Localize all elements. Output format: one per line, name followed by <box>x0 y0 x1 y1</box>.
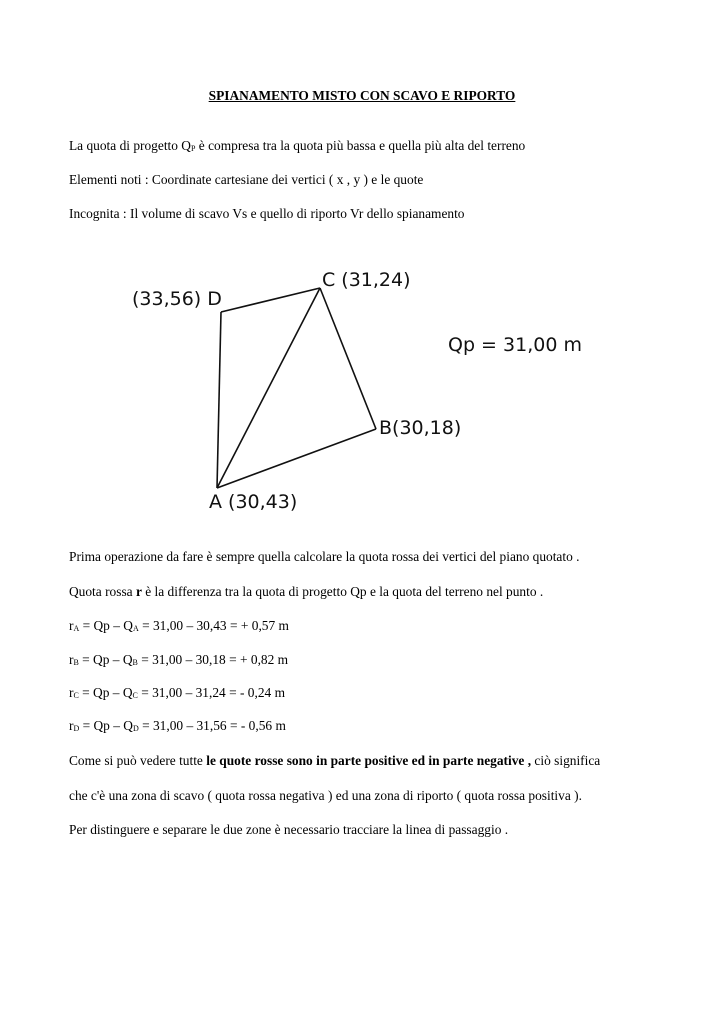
equation-rA <box>69 618 289 634</box>
r-symbol: r <box>69 685 74 700</box>
text: ciò significa <box>531 753 601 768</box>
text: = Qp – Q <box>78 685 133 700</box>
paragraph-3 <box>69 753 600 769</box>
subscript: C <box>132 691 138 700</box>
text: = Qp – Q <box>79 718 133 733</box>
paragraph-1: Prima operazione da fare è sempre quella calcolare la quota rossa dei vertici del piano quotato . <box>69 549 580 564</box>
vertex-label-C: C (31,24) <box>322 269 411 291</box>
text: = 31,00 – 31,56 = - 0,56 m <box>138 718 286 733</box>
qp-label: Qp = 31,00 m <box>448 334 582 356</box>
edge-CB <box>320 288 376 429</box>
r-symbol: r <box>69 652 74 667</box>
edge-DC <box>221 288 320 312</box>
edge-AD <box>217 312 221 488</box>
text: = 31,00 – 31,24 = - 0,24 m <box>137 685 285 700</box>
equation-rD <box>69 718 286 734</box>
text: Come si può vedere tutte <box>69 753 207 768</box>
intro-line-1 <box>69 138 525 154</box>
paragraph-4: che c'è una zona di scavo ( quota rossa negativa ) ed una zona di riporto ( quota rossa positiva ). <box>69 788 582 803</box>
quadrilateral-diagram <box>0 255 724 525</box>
equation-rB <box>69 652 288 668</box>
subscript: D <box>132 724 139 733</box>
intro-line-3: Incognita : Il volume di scavo Vs e quello di riporto Vr dello spianamento <box>69 206 465 221</box>
vertex-label-B: B(30,18) <box>379 417 462 439</box>
paragraph-5: Per distinguere e separare le due zone è necessario tracciare la linea di passaggio . <box>69 822 509 837</box>
text: = Qp – Q <box>78 652 133 667</box>
subscript: P <box>190 144 196 153</box>
bold-text: le quote rosse sono in parte positive ed in parte negative , <box>206 753 532 768</box>
r-symbol: r <box>69 718 74 733</box>
subscript: B <box>73 658 79 667</box>
intro-line-2: Elementi noti : Coordinate cartesiane dei vertici ( x , y ) e le quote <box>69 172 424 187</box>
text: = 31,00 – 30,18 = + 0,82 m <box>137 652 289 667</box>
subscript: A <box>73 624 80 633</box>
bold-r: r <box>135 584 142 599</box>
edge-BA <box>217 429 376 488</box>
intro-text: è compresa tra la quota più bassa e quella più alta del terreno <box>195 138 526 153</box>
vertex-label-A: A (30,43) <box>209 491 298 513</box>
r-symbol: r <box>69 618 74 633</box>
subscript: D <box>73 724 80 733</box>
equation-rC <box>69 685 285 701</box>
diagonal-AC <box>217 288 320 488</box>
paragraph-2 <box>69 584 543 600</box>
text: = 31,00 – 30,43 = + 0,57 m <box>138 618 289 633</box>
intro-text: La quota di progetto Q <box>69 138 191 153</box>
document-title: SPIANAMENTO MISTO CON SCAVO E RIPORTO <box>208 88 516 103</box>
subscript: C <box>73 691 79 700</box>
subscript: A <box>132 624 139 633</box>
subscript: B <box>132 658 138 667</box>
text: = Qp – Q <box>79 618 133 633</box>
vertex-label-D: (33,56) D <box>132 288 222 310</box>
text: è la differenza tra la quota di progetto Qp e la quota del terreno nel punto . <box>141 584 544 599</box>
text: Quota rossa <box>69 584 136 599</box>
